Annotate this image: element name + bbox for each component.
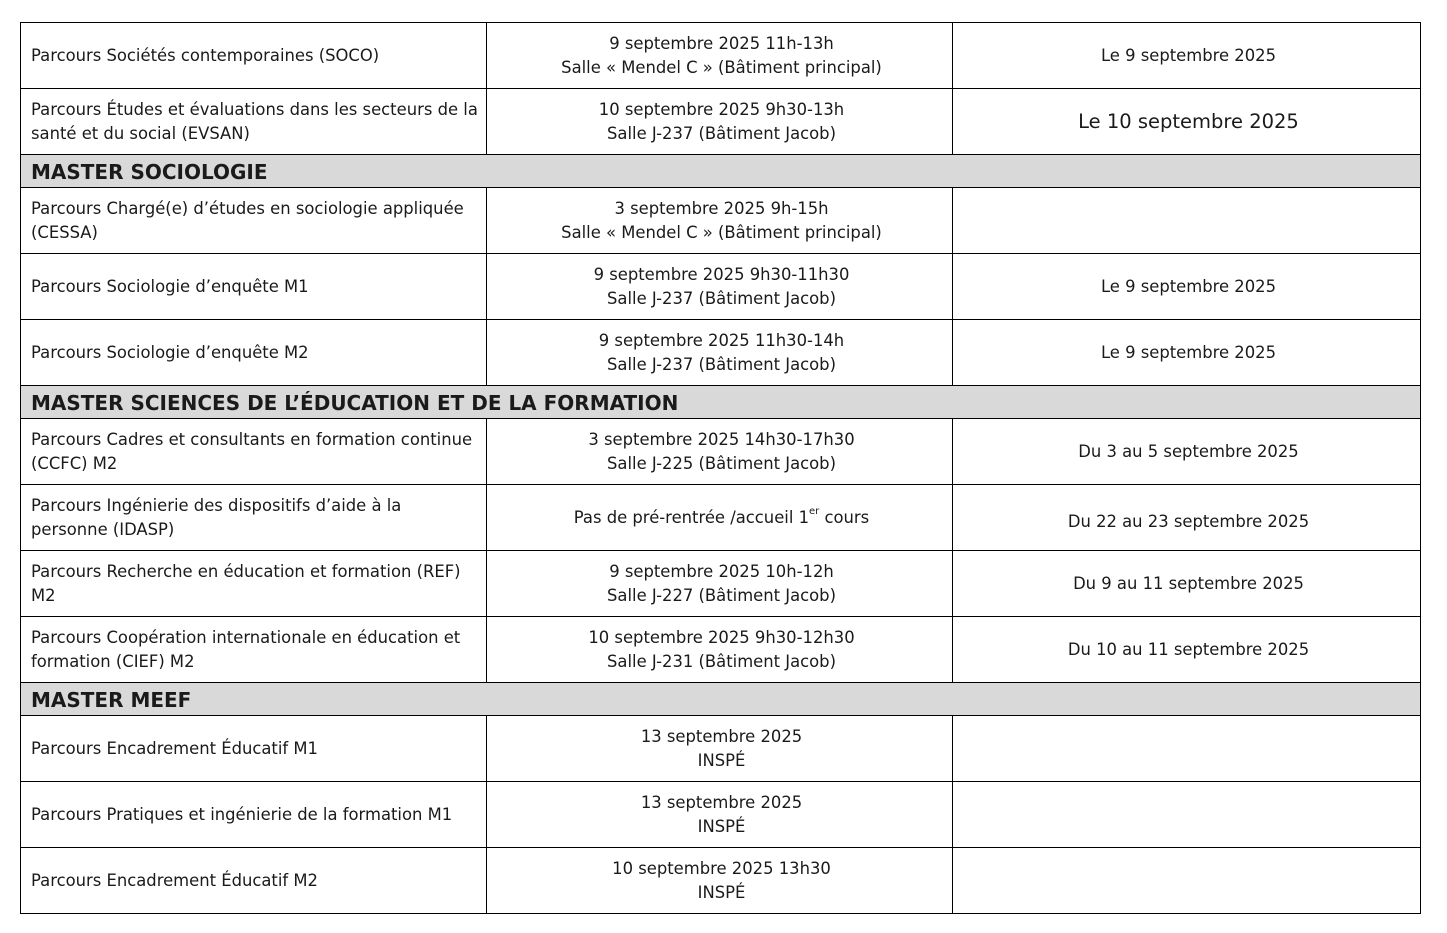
session-info — [487, 254, 953, 320]
session-info — [487, 89, 953, 155]
section-header-row — [21, 155, 1421, 188]
course-dates: Le 9 septembre 2025 — [953, 23, 1421, 89]
course-name: Parcours Pratiques et ingénierie de la formation M1 — [21, 782, 487, 848]
course-dates: Le 10 septembre 2025 — [953, 89, 1421, 155]
course-dates — [953, 485, 1421, 551]
session-date: 3 septembre 2025 9h-15h — [614, 198, 829, 218]
session-room: Salle J-231 (Bâtiment Jacob) — [607, 651, 836, 671]
session-info — [487, 485, 953, 551]
table-row — [21, 551, 1421, 617]
table-row — [21, 782, 1421, 848]
schedule-table — [20, 22, 1421, 914]
course-name: Parcours Sociologie d’enquête M2 — [21, 320, 487, 386]
session-date: 13 septembre 2025 — [640, 726, 803, 746]
session-superscript: er — [809, 506, 820, 518]
session-date: 3 septembre 2025 14h30-17h30 — [588, 429, 855, 449]
session-info — [487, 716, 953, 782]
course-dates — [953, 848, 1421, 914]
section-header-row — [21, 683, 1421, 716]
session-info — [487, 551, 953, 617]
session-info — [487, 848, 953, 914]
table-row — [21, 89, 1421, 155]
session-room: Salle J-237 (Bâtiment Jacob) — [607, 288, 836, 308]
session-date: 10 septembre 2025 9h30-12h30 — [588, 627, 855, 647]
session-room: Salle J-225 (Bâtiment Jacob) — [607, 453, 836, 473]
session-room: INSPÉ — [697, 750, 746, 770]
session-room: INSPÉ — [697, 816, 746, 836]
session-room: INSPÉ — [697, 882, 746, 902]
session-date: 9 septembre 2025 10h-12h — [609, 561, 834, 581]
session-info — [487, 419, 953, 485]
session-date: 9 septembre 2025 11h-13h — [609, 33, 834, 53]
table-row — [21, 485, 1421, 551]
session-info — [487, 188, 953, 254]
course-name: Parcours Coopération internationale en éducation et formation (CIEF) M2 — [21, 617, 487, 683]
section-title: MASTER MEEF — [21, 683, 1421, 716]
session-date: 13 septembre 2025 — [640, 792, 803, 812]
section-header-row — [21, 386, 1421, 419]
table-row — [21, 188, 1421, 254]
course-name: Parcours Sociologie d’enquête M1 — [21, 254, 487, 320]
course-name: Parcours Recherche en éducation et formation (REF) M2 — [21, 551, 487, 617]
session-room: Salle J-227 (Bâtiment Jacob) — [607, 585, 836, 605]
session-date: 9 septembre 2025 9h30-11h30 — [593, 264, 850, 284]
table-row — [21, 716, 1421, 782]
table-row — [21, 254, 1421, 320]
session-date: 9 septembre 2025 11h30-14h — [598, 330, 845, 350]
course-name: Parcours Encadrement Éducatif M1 — [21, 716, 487, 782]
course-name: Parcours Cadres et consultants en formation continue (CCFC) M2 — [21, 419, 487, 485]
course-dates — [953, 716, 1421, 782]
session-room: Salle J-237 (Bâtiment Jacob) — [607, 354, 836, 374]
course-dates: Le 9 septembre 2025 — [953, 320, 1421, 386]
session-info — [487, 782, 953, 848]
table-row — [21, 848, 1421, 914]
session-room: Salle « Mendel C » (Bâtiment principal) — [561, 57, 882, 77]
course-name: Parcours Encadrement Éducatif M2 — [21, 848, 487, 914]
session-info — [487, 617, 953, 683]
course-name: Parcours Sociétés contemporaines (SOCO) — [21, 23, 487, 89]
table-row — [21, 320, 1421, 386]
session-room: Salle J-237 (Bâtiment Jacob) — [607, 123, 836, 143]
course-dates — [953, 782, 1421, 848]
session-info — [487, 23, 953, 89]
course-name: Parcours Ingénierie des dispositifs d’aide à la personne (IDASP) — [21, 485, 487, 551]
course-dates: Du 3 au 5 septembre 2025 — [953, 419, 1421, 485]
course-dates-text: Du 22 au 23 septembre 2025 — [1067, 511, 1310, 531]
session-text-after: cours — [819, 507, 870, 527]
session-info — [487, 320, 953, 386]
course-dates: Du 9 au 11 septembre 2025 — [953, 551, 1421, 617]
table-row — [21, 617, 1421, 683]
course-dates: Du 10 au 11 septembre 2025 — [953, 617, 1421, 683]
session-text: Pas de pré-rentrée /accueil 1 — [573, 507, 810, 527]
course-name: Parcours Études et évaluations dans les secteurs de la santé et du social (EVSAN) — [21, 89, 487, 155]
table-row — [21, 419, 1421, 485]
course-dates — [953, 188, 1421, 254]
section-title: MASTER SOCIOLOGIE — [21, 155, 1421, 188]
course-dates: Le 9 septembre 2025 — [953, 254, 1421, 320]
course-name: Parcours Chargé(e) d’études en sociologie appliquée (CESSA) — [21, 188, 487, 254]
section-title: MASTER SCIENCES DE L’ÉDUCATION ET DE LA FORMATION — [21, 386, 1421, 419]
table-row — [21, 23, 1421, 89]
session-room: Salle « Mendel C » (Bâtiment principal) — [561, 222, 882, 242]
session-date: 10 septembre 2025 9h30-13h — [598, 99, 845, 119]
session-date: 10 septembre 2025 13h30 — [612, 858, 831, 878]
